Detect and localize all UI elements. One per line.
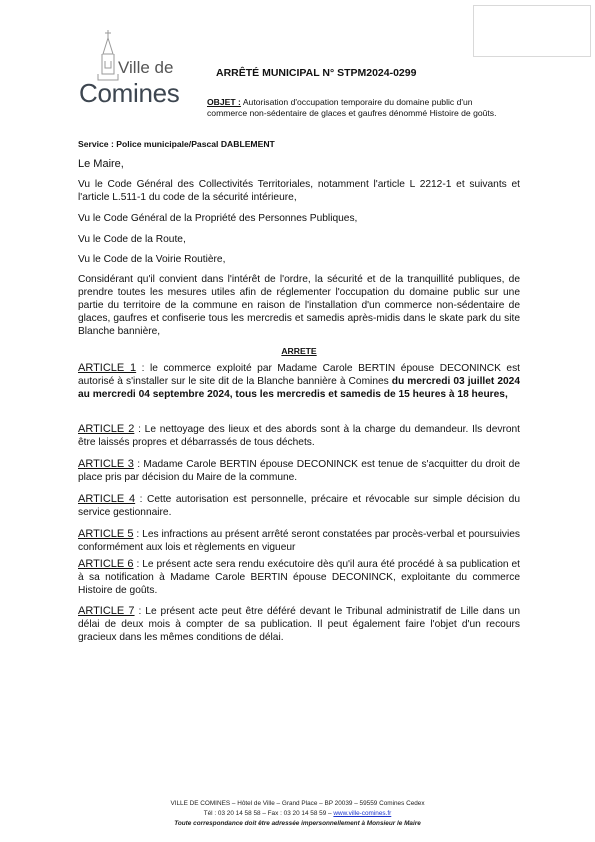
article-2 bbox=[78, 423, 520, 449]
article-label: ARTICLE 4 bbox=[78, 493, 136, 505]
article-text: : le commerce exploité par Madame Carole BERTIN épouse DECONINCK est autorisé à s'installer sur le site dit de la Blanche bannière à Comines bbox=[78, 363, 520, 387]
article-text: : Cette autorisation est personnelle, précaire et révocable sur simple décision du service gestionnaire. bbox=[78, 494, 520, 518]
objet-text: Autorisation d'occupation temporaire du domaine public d'un commerce non-sédentaire de glaces et gaufres dénommé Histoire de goûts. bbox=[207, 97, 497, 118]
objet-block bbox=[207, 97, 505, 119]
article-label: ARTICLE 7 bbox=[78, 605, 135, 617]
document-title: ARRÊTÉ MUNICIPAL N° STPM2024-0299 bbox=[216, 67, 417, 79]
article-3 bbox=[78, 458, 520, 484]
article-7 bbox=[78, 605, 520, 644]
objet-label: OBJET : bbox=[207, 97, 241, 107]
logo-text-top: Ville de bbox=[118, 58, 174, 77]
article-4 bbox=[78, 493, 520, 519]
article-label: ARTICLE 1 bbox=[78, 362, 137, 374]
footer bbox=[0, 799, 595, 829]
article-text: : Les infractions au présent arrêté seront constatées par procès-verbal et poursuivies conformément aux lois et règlements en vigueur bbox=[78, 529, 520, 553]
article-1 bbox=[78, 362, 520, 401]
article-text: : Le présent acte peut être déféré devant le Tribunal administratif de Lille dans un délai de deux mois à compter de sa publication. Il peut également faire l'objet d'un recours gracieux dans les mêmes conditions de délai. bbox=[78, 606, 520, 643]
article-text: : Le nettoyage des lieux et des abords sont à la charge du demandeur. Ils devront être laissés propres et débarrassés de tous déchets. bbox=[78, 424, 521, 448]
logo-text-main: Comines bbox=[79, 78, 180, 108]
service-line: Service : Police municipale/Pascal DABLEMENT bbox=[78, 139, 275, 149]
stamp-box bbox=[473, 5, 591, 57]
article-text: : Madame Carole BERTIN épouse DECONINCK est tenue de s'acquitter du droit de place pris par décision du Maire de la commune. bbox=[78, 459, 520, 483]
vu-cgppp: Vu le Code Général de la Propriété des Personnes Publiques, bbox=[78, 213, 358, 224]
article-label: ARTICLE 5 bbox=[78, 528, 134, 540]
website-link[interactable]: www.ville-comines.fr bbox=[333, 810, 392, 817]
arrete-heading: ARRETE bbox=[281, 346, 317, 356]
vu-cgct: Vu le Code Général des Collectivités Territoriales, notamment l'article L 2212-1 et suivants et l'article L.511-1 du code de la sécurité intérieure, bbox=[78, 179, 520, 203]
article-label: ARTICLE 2 bbox=[78, 423, 135, 435]
footer-contact bbox=[0, 809, 595, 819]
footer-phone-fax: Tél : 03 20 14 58 58 – Fax : 03 20 14 58 59 – bbox=[203, 810, 334, 817]
vu-code-route: Vu le Code de la Route, bbox=[78, 234, 186, 245]
footer-address: VILLE DE COMINES – Hôtel de Ville – Grand Place – BP 20039 – 59559 Comines Cedex bbox=[170, 800, 425, 807]
article-5 bbox=[78, 528, 520, 554]
article-text: : Le présent acte sera rendu exécutoire dès qu'il aura été procédé à sa publication et à sa notification à Madame Carole BERTIN épouse DECONINCK, exploitante du commerce Histoire de goûts. bbox=[78, 559, 520, 596]
vu-code-voirie: Vu le Code de la Voirie Routière, bbox=[78, 254, 226, 265]
maire-line: Le Maire, bbox=[78, 158, 124, 170]
article-bold-text: du mercredi 03 juillet 2024 au mercredi 04 septembre 2024, tous les mercredis et samedis de 15 heures à 18 heures, bbox=[78, 376, 520, 400]
footer-notice: Toute correspondance doit être adressée impersonnellement à Monsieur le Maire bbox=[174, 820, 421, 827]
article-label: ARTICLE 6 bbox=[78, 558, 134, 570]
considerant: Considérant qu'il convient dans l'intérêt de l'ordre, la sécurité et de la tranquillité publiques, de prendre toutes les mesures utiles afin de réglementer l'occupation du domaine public sur une partie du territoire de la commune en raison de l'installation d'un commerce non-sédentaire de glaces, gaufres et confiserie tous les mercredis et samedis après-midis dans le skate park du site Blanche bannière, bbox=[78, 274, 520, 337]
article-6 bbox=[78, 558, 520, 597]
article-label: ARTICLE 3 bbox=[78, 458, 134, 470]
